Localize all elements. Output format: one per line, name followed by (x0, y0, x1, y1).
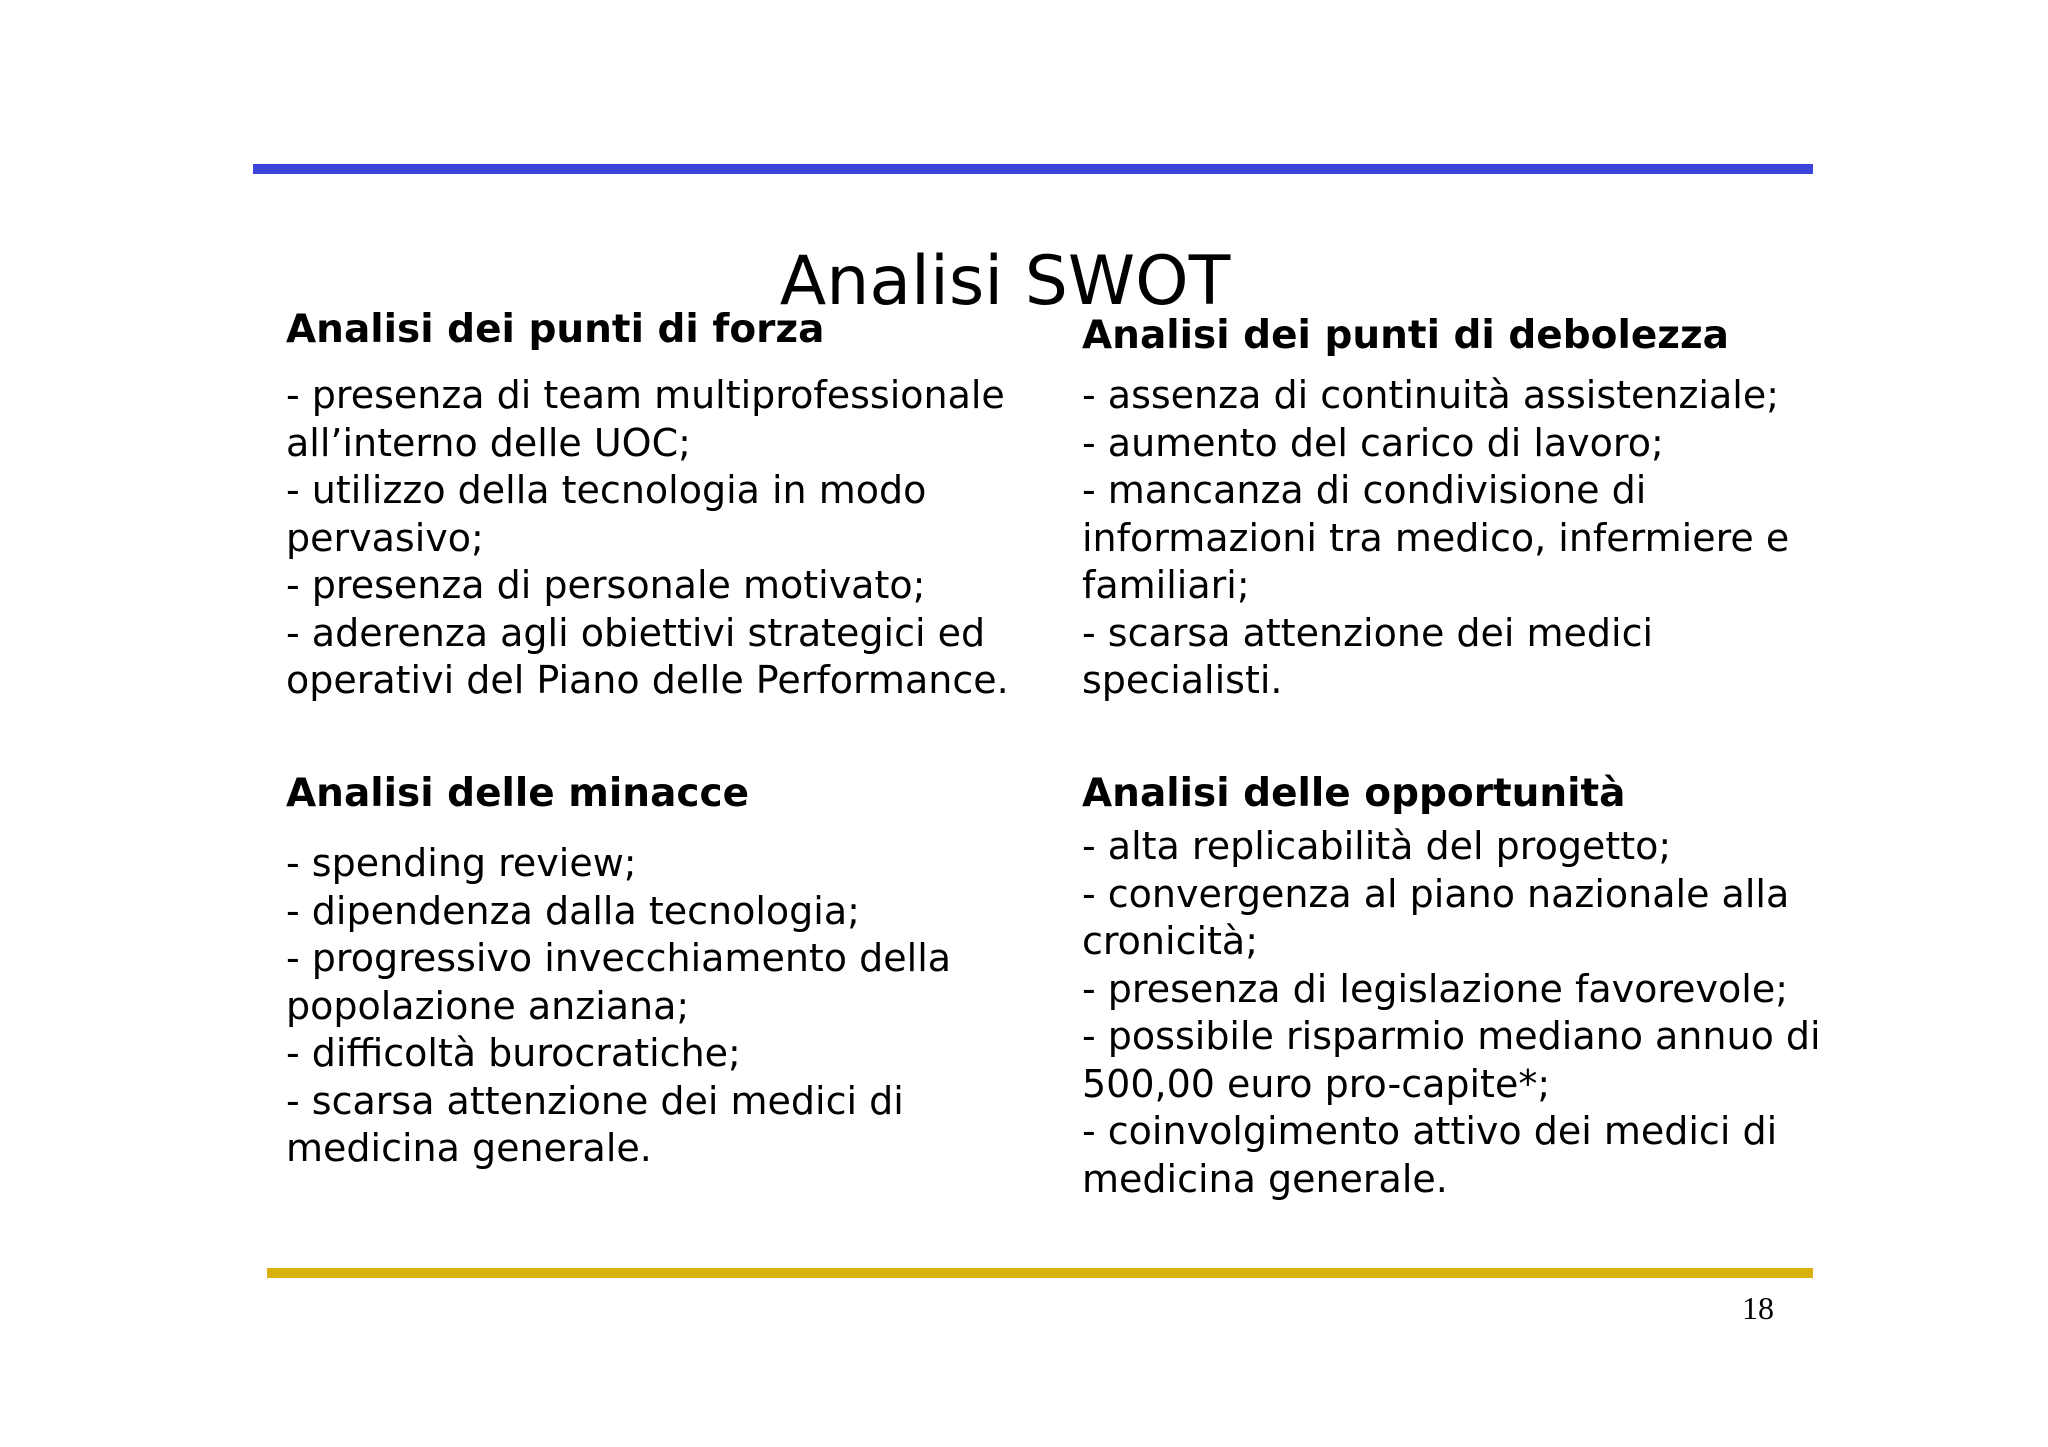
threat-item: - difficoltà burocratiche; (286, 1031, 741, 1075)
threat-item: - progressivo invecchiamento della popolazione anziana; (286, 936, 952, 1028)
weaknesses-heading: Analisi dei punti di debolezza (1082, 313, 1729, 358)
threat-item: - dipendenza dalla tecnologia; (286, 888, 860, 933)
weakness-item: - assenza di continuità assistenziale; (1082, 373, 1780, 417)
weaknesses-list (1082, 372, 1862, 705)
strengths-heading: Analisi dei punti di forza (286, 307, 825, 352)
weakness-item: - aumento del carico di lavoro; (1082, 420, 1664, 465)
strengths-list (286, 372, 1066, 705)
opportunities-section (1082, 770, 1862, 1203)
opportunities-heading: Analisi delle opportunità (1082, 771, 1626, 816)
threat-item: - scarsa attenzione dei medici di medicina generale. (286, 1078, 904, 1170)
threats-list (286, 840, 1066, 1173)
threat-item: - spending review; (286, 841, 637, 885)
strength-item: - presenza di personale motivato; (286, 563, 926, 607)
opportunity-item: - coinvolgimento attivo dei medici di medicina generale. (1082, 1109, 1778, 1201)
weaknesses-section (1082, 312, 1862, 705)
weakness-item: - mancanza di condivisione di informazioni tra medico, infermiere e familiari; (1082, 468, 1790, 607)
opportunity-item: - possibile risparmio mediano annuo di 500,00 euro pro-capite*; (1082, 1014, 1821, 1106)
bottom-divider (267, 1268, 1813, 1278)
threats-section (286, 770, 1066, 1173)
strengths-section (286, 306, 1066, 705)
strength-item: - utilizzo della tecnologia in modo pervasivo; (286, 468, 927, 560)
strength-item: - presenza di team multiprofessionale all’interno delle UOC; (286, 373, 1005, 465)
weakness-item: - scarsa attenzione dei medici specialisti. (1082, 610, 1654, 702)
slide-title: Analisi SWOT (779, 241, 1231, 321)
opportunity-item: - alta replicabilità del progetto; (1082, 824, 1672, 868)
opportunity-item: - convergenza al piano nazionale alla cronicità; (1082, 871, 1790, 963)
page-number: 18 (1742, 1290, 1774, 1326)
threats-heading: Analisi delle minacce (286, 771, 750, 816)
opportunities-list (1082, 823, 1862, 1203)
strength-item: - aderenza agli obiettivi strategici ed operativi del Piano delle Performance. (286, 610, 1009, 702)
top-divider (253, 164, 1813, 174)
opportunity-item: - presenza di legislazione favorevole; (1082, 966, 1789, 1011)
